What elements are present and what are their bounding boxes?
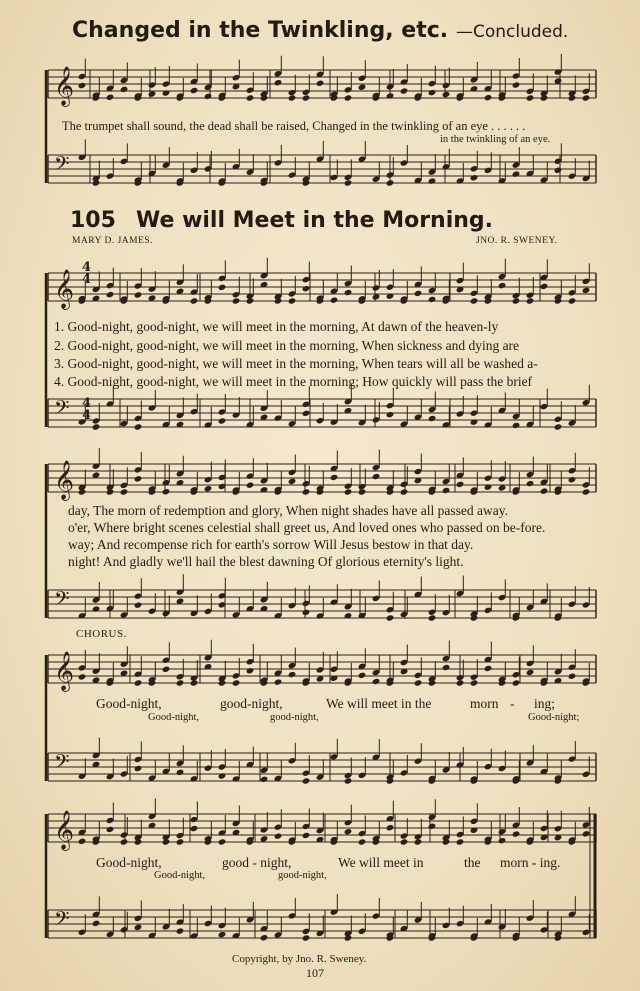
lyricist: MARY D. JAMES. [72,236,154,246]
note-head [526,94,535,101]
verse-2-line-a: 2. Good-night, good-night, we will meet in the morning, When sickness and dying are [54,338,520,353]
note-head [428,89,437,96]
time-signature-treble: 4 4 [82,260,92,287]
note-head [78,488,87,495]
note-head [512,81,521,88]
note-head [302,410,311,417]
top-lyric-line: The trumpet shall sound, the dead shall be raised, Changed in the twinkling of an eye . . . . . . [62,119,526,133]
verse-1-line-a: 1. Good-night, good-night, we will meet in the morning, At dawn of the heaven-ly [54,319,499,334]
time-signature-bass: 4 4 [82,396,92,423]
hymn-title: We will Meet in the Morning. [136,208,494,233]
note-head [92,423,101,430]
page-number: 107 [306,966,324,980]
note-head [106,488,115,495]
note-head [246,482,255,489]
note-head [554,167,563,174]
note-head [302,488,311,495]
note-head [470,174,479,181]
note-head [344,828,353,835]
verse-3-line-a: 3. Good-night, good-night, we will meet in the morning, When tears will all be washed a- [54,356,538,371]
note-head [498,837,507,844]
note-head [400,87,409,94]
note-head [302,934,311,941]
note-head [190,679,199,686]
note-head [78,673,87,680]
bass-clef-icon: 𝄢 [54,396,70,424]
note-head [218,838,227,845]
note-head [134,475,143,482]
note-head [386,614,395,621]
chorus-l2-word: Good-night, [96,855,162,870]
note-head [162,89,171,96]
note-head [218,931,227,938]
note-head [484,94,493,101]
copyright-notice: Copyright, by Jno. R. Sweney. [232,953,367,965]
note-head [358,84,367,91]
bass-clef-icon: 𝄢 [54,587,70,615]
note-head [190,87,199,94]
chorus-l1-word: morn [470,696,499,711]
chorus-l1-word: good-night, [220,696,283,711]
note-head [232,679,241,686]
note-head [134,602,143,609]
note-head [78,838,87,845]
treble-clef-icon: 𝄞 [54,269,75,309]
note-head [246,94,255,101]
note-head [526,297,535,304]
verse-3-line-b: way; And recompense rich for earth's sorrow Will Jesus bestow in that day. [68,537,474,552]
note-head [554,423,563,430]
chorus-l1-word: - [510,696,515,711]
composer: JNO. R. SWENEY. [476,236,558,246]
note-head [78,82,87,89]
bass-clef-icon: 𝄢 [54,152,70,180]
note-head [316,80,325,87]
note-head [288,94,297,101]
note-head [190,297,199,304]
chorus-l2-word: good - night, [222,855,292,870]
note-head [260,776,269,783]
note-head [526,480,535,487]
chorus-label: CHORUS. [76,628,127,640]
note-head [302,285,311,292]
note-head [386,92,395,99]
note-head [442,91,451,98]
note-head [470,297,479,304]
note-head [540,487,549,494]
note-head [568,673,577,680]
note-head [470,679,479,686]
note-head [162,838,171,845]
note-head [274,79,283,86]
treble-clef-icon: 𝄞 [54,66,75,106]
note-head [302,777,311,784]
verse-1-line-b: day, The morn of redemption and glory, When night shades have all passed away. [68,503,509,518]
note-head [190,825,199,832]
note-head [568,476,577,483]
treble-clef-icon: 𝄞 [54,810,75,850]
note-head [106,291,115,298]
note-head [582,488,591,495]
note-head [400,488,409,495]
chorus-l2-echo: good-night, [278,870,327,881]
note-head [414,838,423,845]
note-head [274,678,283,685]
note-head [134,765,143,772]
note-head [372,473,381,480]
note-head [120,86,129,93]
verse-4-line-a: 4. Good-night, good-night, we will meet in the morning; How quickly will pass the brief [54,374,533,389]
note-head [568,94,577,101]
note-head [288,297,297,304]
note-head [568,297,577,304]
note-head [232,297,241,304]
top-echo-lyric: in the twinkling of an eye. [440,134,551,145]
chorus-l1-word: ing; [534,696,556,711]
note-head [456,679,465,686]
note-head [344,289,353,296]
note-head [148,90,157,97]
note-head [358,488,367,495]
note-head [428,296,437,303]
concluded-label: —Concluded. [456,22,569,42]
note-head [344,488,353,495]
note-head [134,423,143,430]
note-head [134,924,143,931]
note-head [246,667,255,674]
note-head [204,93,213,100]
note-head [134,291,143,298]
note-head [288,478,297,485]
note-head [582,287,591,294]
note-head [456,838,465,845]
note-head [302,832,311,839]
note-head [414,679,423,686]
note-head [386,179,395,186]
note-head [302,609,311,616]
note-head [484,665,493,672]
continued-song-title: Changed in the Twinkling, etc. [72,18,449,43]
note-head [162,488,171,495]
note-head [414,290,423,297]
note-head [162,666,171,673]
note-head [120,488,129,495]
chorus-l2-word: morn - ing. [500,855,561,870]
treble-clef-icon: 𝄞 [54,460,75,500]
note-head [218,772,227,779]
chorus-l1-word: We will meet in the [326,696,432,711]
note-head [302,94,311,101]
note-head [92,920,101,927]
note-head [344,777,353,784]
note-head [428,823,437,830]
note-head [512,830,521,837]
note-head [120,838,129,845]
note-head [442,487,451,494]
note-head [386,824,395,831]
note-head [512,170,521,177]
note-head [330,296,339,303]
note-head [540,283,549,290]
note-head [428,177,437,184]
note-head [526,669,535,676]
note-head [358,838,367,845]
verse-4-line-b: night! And gladly we'll hail the blest dawning Of glorious eternity's light. [68,554,464,569]
note-head [372,678,381,685]
chorus-l1-echo: good-night, [270,712,319,723]
chorus-l2-word: the [464,855,481,870]
note-head [176,679,185,686]
note-head [582,830,591,837]
note-head [428,415,437,422]
note-head [218,417,227,424]
note-head [204,485,213,492]
chorus-l1-echo: Good-night, [148,712,200,723]
note-head [92,605,101,612]
note-head [274,833,283,840]
note-head [246,297,255,304]
note-head [176,769,185,776]
note-head [456,481,465,488]
chorus-l2-word: We will meet in [338,855,424,870]
note-head [582,94,591,101]
note-head [344,94,353,101]
chorus-l1-echo: Good-night; [528,712,580,723]
note-head [288,671,297,678]
note-head [176,838,185,845]
treble-clef-icon: 𝄞 [54,651,75,691]
note-head [540,94,549,101]
note-head [344,934,353,941]
chorus-l1-word: Good-night, [96,696,162,711]
bass-clef-icon: 𝄢 [54,907,70,935]
note-head [134,679,143,686]
bass-clef-icon: 𝄢 [54,750,70,778]
note-head [218,284,227,291]
note-head [106,826,115,833]
note-head [512,297,521,304]
note-head [260,934,269,941]
note-head [442,664,451,671]
note-head [358,672,367,679]
note-head [176,927,185,934]
note-head [428,614,437,621]
note-head [386,411,395,418]
chorus-l2-echo: Good-night, [154,870,206,881]
note-head [330,474,339,481]
note-head [498,282,507,289]
note-head [512,679,521,686]
note-head [512,422,521,429]
hymn-number: 105 [70,208,116,233]
note-head [106,94,115,101]
note-head [344,179,353,186]
verse-2-line-b: o'er, Where bright scenes celestial shall greet us, And loved ones who passed on be-fore. [68,520,546,535]
note-head [400,838,409,845]
note-head [260,835,269,842]
